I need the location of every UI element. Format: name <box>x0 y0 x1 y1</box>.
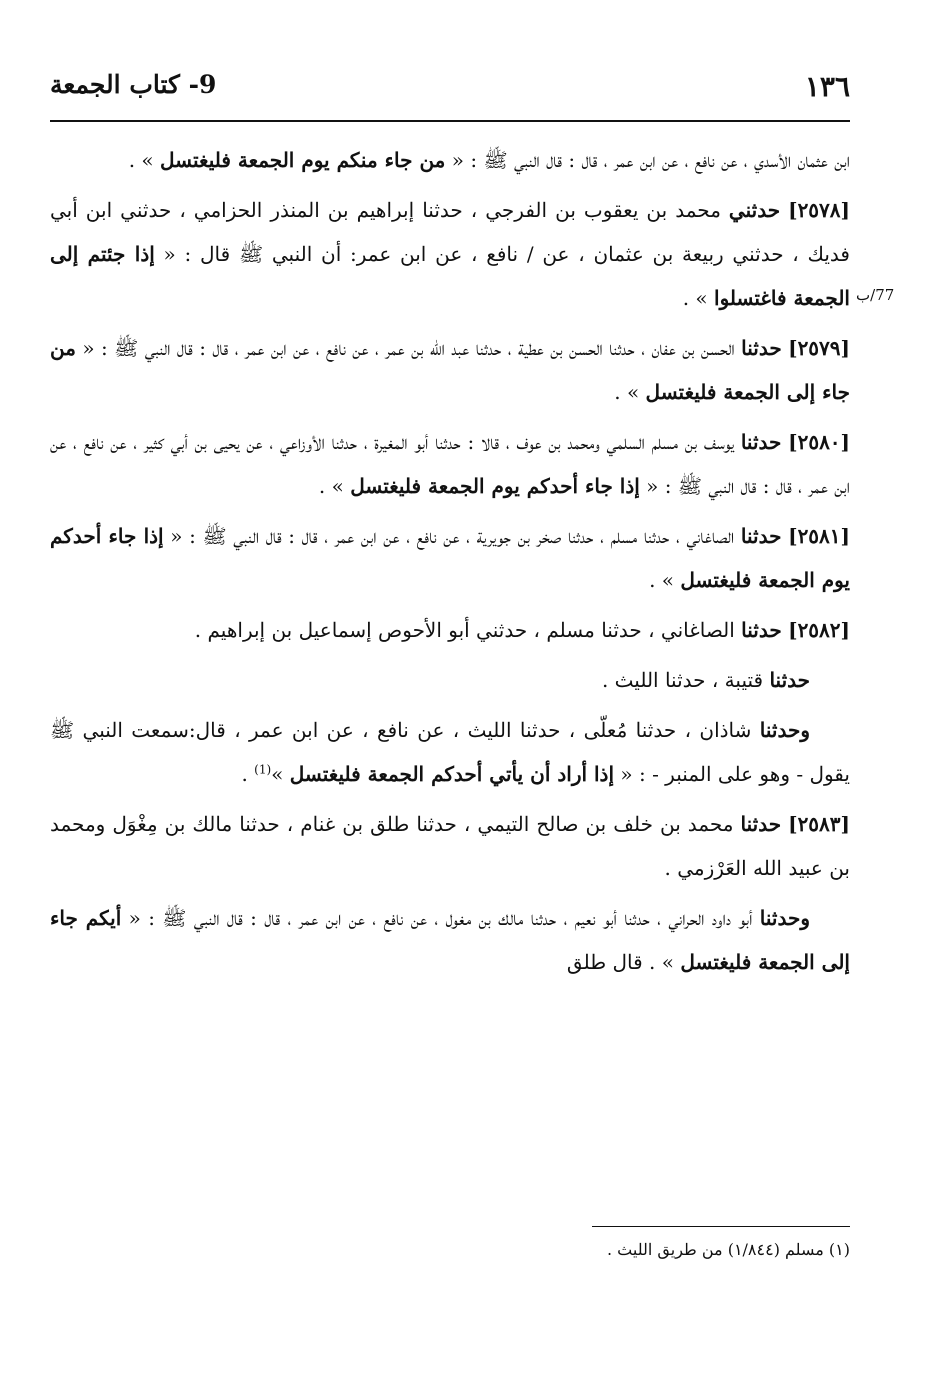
hadith-quote: من جاء منكم يوم الجمعة فليغتسل <box>160 148 446 172</box>
footnote: (١) مسلم (١/٨٤٤) من طريق الليث . <box>607 1240 850 1259</box>
hadith-number: [٢٥٨٣] <box>788 812 850 836</box>
narration-keyword: حدثنا <box>740 812 782 836</box>
running-header <box>50 62 850 102</box>
hadith-quote: إذا جاء أحدكم يوم الجمعة فليغتسل <box>350 474 640 498</box>
hadith-quote: إذا جاء أحدكم يوم الجمعة فليغتسل <box>50 524 850 592</box>
footnote-ref: (1) <box>254 762 272 777</box>
narration-keyword: حدثنا <box>740 524 782 548</box>
narration-keyword: وحدثنا <box>759 718 810 742</box>
hadith-paragraph: وحدثنا شاذان ، حدثنا مُعلّى ، حدثنا الليث ، عن نافع ، عن ابن عمر ، قال:سمعت النبي ﷺ يقول - وهو على المنبر - : « إذا أراد أن يأتي أحدكم الجمعة فليغتسل »$^{(1)}$ . <box>50 718 850 786</box>
hadith-paragraph: [٢٥٧٩] حدثنا الحسن بن عفان ، حدثنا الحسن بن عطية ، حدثنا عبد الله بن عمر ، عن نافع ، عن ابن عمر ، قال : قال النبي ﷺ : « من جاء إلى الجمعة فليغتسل » . <box>50 336 850 404</box>
hadith-paragraph: [٢٥٧٨] حدثني محمد بن يعقوب بن الفرجي ، حدثنا إبراهيم بن المنذر الحزامي ، حدثني ابن أبي فديك ، حدثني ربيعة بن عثمان ، عن / نافع ، عن ابن عمر: أن النبي ﷺ قال : « إذا جئتم إلى الجمعة فاغتسلوا » . <box>50 198 850 310</box>
narration-keyword: حدثني <box>728 198 781 222</box>
narration-keyword: حدثنا <box>740 430 782 454</box>
hadith-paragraph: [٢٥٨١] حدثنا الصاغاني ، حدثنا مسلم ، حدثنا صخر بن جويرية ، عن نافع ، عن ابن عمر ، قال : قال النبي ﷺ : « إذا جاء أحدكم يوم الجمعة فليغتسل » . <box>50 524 850 592</box>
page-number: ١٣٦ <box>804 70 850 103</box>
hadith-paragraph: ابن عثمان الأسدي ، عن نافع ، عن ابن عمر ، قال : قال النبي ﷺ : « من جاء منكم يوم الجمعة فليغتسل » . <box>128 148 850 172</box>
hadith-quote: من جاء إلى الجمعة فليغتسل <box>50 336 850 404</box>
hadith-paragraph: [٢٥٨٠] حدثنا يوسف بن مسلم السلمي ومحمد بن عوف ، قالا : حدثنا أبو المغيرة ، حدثنا الأوزاعي ، عن يحيى بن أبي كثير ، عن نافع ، عن ابن عمر ، قال : قال النبي ﷺ : « إذا جاء أحدكم يوم الجمعة فليغتسل » . <box>50 430 851 498</box>
hadith-paragraph: وحدثنا أبو داود الحراني ، حدثنا أبو نعيم ، حدثنا مالك بن مغول ، عن نافع ، عن ابن عمر ، قال : قال النبي ﷺ : « أيكم جاء إلى الجمعة فليغتسل » . قال طلق <box>50 906 850 974</box>
hadith-number: [٢٥٧٨] <box>788 198 850 222</box>
hadith-number: [٢٥٧٩] <box>788 336 850 360</box>
hadith-number: [٢٥٨١] <box>788 524 850 548</box>
hadith-paragraph: [٢٥٨٣] حدثنا محمد بن خلف بن صالح التيمي ، حدثنا طلق بن غنام ، حدثنا مالك بن مِغْوَل ومحمد بن عبيد الله العَرْزمي . <box>50 812 850 880</box>
hadith-number: [٢٥٨٢] <box>788 618 850 642</box>
header-rule <box>50 120 850 122</box>
narration-keyword: حدثنا <box>769 668 810 692</box>
narration-keyword: حدثنا <box>741 618 782 642</box>
margin-note: 77/ب <box>856 286 895 304</box>
footnote-rule <box>592 1226 850 1227</box>
hadith-quote: إذا أراد أن يأتي أحدكم الجمعة فليغتسل <box>289 762 615 786</box>
hadith-number: [٢٥٨٠] <box>788 430 851 454</box>
hadith-quote: إذا جئتم إلى الجمعة فاغتسلوا <box>50 242 850 310</box>
hadith-quote: أيكم جاء إلى الجمعة فليغتسل <box>50 906 850 974</box>
narration-keyword: حدثنا <box>741 336 782 360</box>
narration-keyword: وحدثنا <box>759 906 810 930</box>
chapter-title: 9- كتاب الجمعة <box>50 70 217 99</box>
hadith-paragraph: [٢٥٨٢] حدثنا الصاغاني ، حدثنا مسلم ، حدثني أبو الأحوص إسماعيل بن إبراهيم . <box>194 618 850 642</box>
body-text <box>50 138 850 990</box>
hadith-paragraph: حدثنا قتيبة ، حدثنا الليث . <box>601 668 810 692</box>
